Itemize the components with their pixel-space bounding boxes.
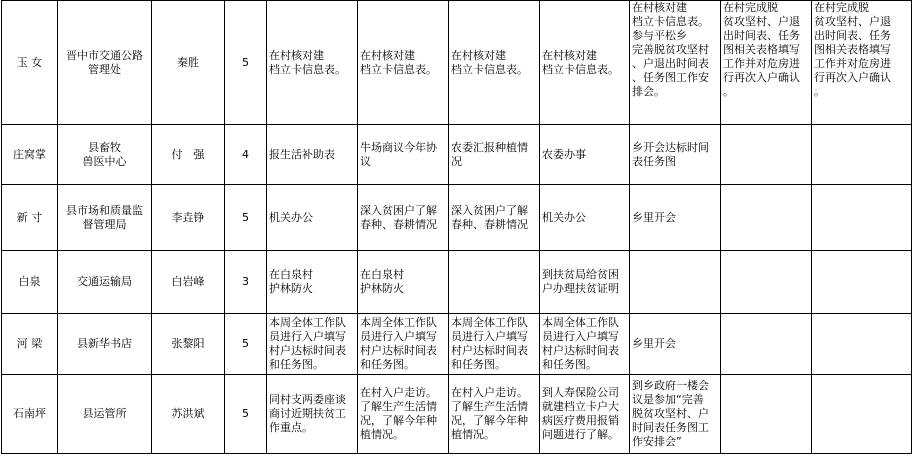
- village-name-cell: 庄窝掌: [2, 125, 58, 185]
- task-cell: 本周全体工作队 员进行入户填写 村户达标时间表 和任务图。: [267, 314, 358, 375]
- village-name-cell: 新 寸: [2, 185, 58, 251]
- task-cell: [721, 185, 812, 251]
- count-cell: 3: [225, 251, 267, 314]
- task-cell: [812, 125, 912, 185]
- task-cell: 本周全体工作队 员进行入户填写 村户达标时间表 和任务图。: [540, 314, 630, 375]
- table-row: [2, 375, 912, 454]
- task-cell: [721, 125, 812, 185]
- task-cell: 在村完成脱 贫攻坚村、户退 出时间表、任务 图相关表格填写 工作并对危房进 行再次入户确认 。: [721, 1, 812, 125]
- person-cell: 李垚铮: [152, 185, 225, 251]
- task-cell: [721, 375, 812, 454]
- count-cell: 5: [225, 314, 267, 375]
- task-cell: 机关办公: [267, 185, 358, 251]
- task-cell: 在村核对建 档立卡信息表。 参与平松乡 完善脱贫攻坚村 、户退出时间表 、任务图工作安 排会。: [630, 1, 721, 125]
- village-name-cell: 白泉: [2, 251, 58, 314]
- task-cell: 在白泉村 护林防火: [358, 251, 449, 314]
- task-cell: 本周全体工作队 员进行入户填写 村户达标时间表 和任务图。: [449, 314, 540, 375]
- table-row: [2, 185, 912, 251]
- task-cell: 机关办公: [540, 185, 630, 251]
- table-row: [2, 125, 912, 185]
- person-cell: 秦胜: [152, 1, 225, 125]
- unit-cell: 县市场和质量监 督管理局: [58, 185, 152, 251]
- task-cell: 农委汇报种植情 况: [449, 125, 540, 185]
- count-cell: 4: [225, 125, 267, 185]
- task-cell: 报生活补助表: [267, 125, 358, 185]
- task-cell: 乡里开会: [630, 185, 721, 251]
- village-name-cell: 石南坪: [2, 375, 58, 454]
- task-cell: 到乡政府一楼会 议是参加“完善 脱贫攻坚村、户 时间表任务图工 作安排会”: [630, 375, 721, 454]
- task-cell: 在村核对建 档立卡信息表。: [267, 1, 358, 125]
- task-cell: 牛场商议今年协 议: [358, 125, 449, 185]
- unit-cell: 县运管所: [58, 375, 152, 454]
- task-cell: 到扶贫局给贫困 户办理扶贫证明: [540, 251, 630, 314]
- village-work-table: [1, 0, 912, 454]
- count-cell: 5: [225, 375, 267, 454]
- person-cell: 张黎阳: [152, 314, 225, 375]
- task-cell: 到人寿保险公司 就建档立卡户大 病医疗费用报销 问题进行了解。: [540, 375, 630, 454]
- table-row: [2, 1, 912, 125]
- task-cell: [449, 251, 540, 314]
- task-cell: 在白泉村 护林防火: [267, 251, 358, 314]
- count-cell: 5: [225, 1, 267, 125]
- task-cell: 深入贫困户了解 春种、春耕情况: [358, 185, 449, 251]
- task-cell: [721, 314, 812, 375]
- person-cell: 苏洪斌: [152, 375, 225, 454]
- task-cell: 深入贫困户了解 春种、春耕情况: [449, 185, 540, 251]
- task-cell: 在村入户走访。 了解生产生活情 况，了解今年种 植情况。: [358, 375, 449, 454]
- task-cell: [721, 251, 812, 314]
- unit-cell: 交通运输局: [58, 251, 152, 314]
- task-cell: 乡里开会: [630, 314, 721, 375]
- person-cell: 白岩峰: [152, 251, 225, 314]
- task-cell: 在村入户走访。 了解生产生活情 况，了解今年种 植情况。: [449, 375, 540, 454]
- task-cell: 在村核对建 档立卡信息表。: [540, 1, 630, 125]
- task-cell: 同村支两委座谈 商讨近期扶贫工 作重点。: [267, 375, 358, 454]
- task-cell: 农委办事: [540, 125, 630, 185]
- task-cell: [812, 251, 912, 314]
- task-cell: 乡开会达标时间 表任务图: [630, 125, 721, 185]
- table-row: [2, 314, 912, 375]
- person-cell: 付 强: [152, 125, 225, 185]
- table-row: [2, 251, 912, 314]
- unit-cell: 晋中市交通公路 管理处: [58, 1, 152, 125]
- village-name-cell: 河 梁: [2, 314, 58, 375]
- unit-cell: 县畜牧 兽医中心: [58, 125, 152, 185]
- village-name-cell: 玉 女: [2, 1, 58, 125]
- unit-cell: 县新华书店: [58, 314, 152, 375]
- task-cell: [812, 185, 912, 251]
- task-cell: [812, 314, 912, 375]
- task-cell: 在村核对建 档立卡信息表。: [358, 1, 449, 125]
- task-cell: [630, 251, 721, 314]
- count-cell: 5: [225, 185, 267, 251]
- task-cell: 在村核对建 档立卡信息表。: [449, 1, 540, 125]
- task-cell: [812, 375, 912, 454]
- task-cell: 在村完成脱 贫攻坚村、户退 出时间表、任务 图相关表格填写 工作并对危房进 行再次入户确认 。: [812, 1, 912, 125]
- task-cell: 本周全体工作队 员进行入户填写 村户达标时间表 和任务图。: [358, 314, 449, 375]
